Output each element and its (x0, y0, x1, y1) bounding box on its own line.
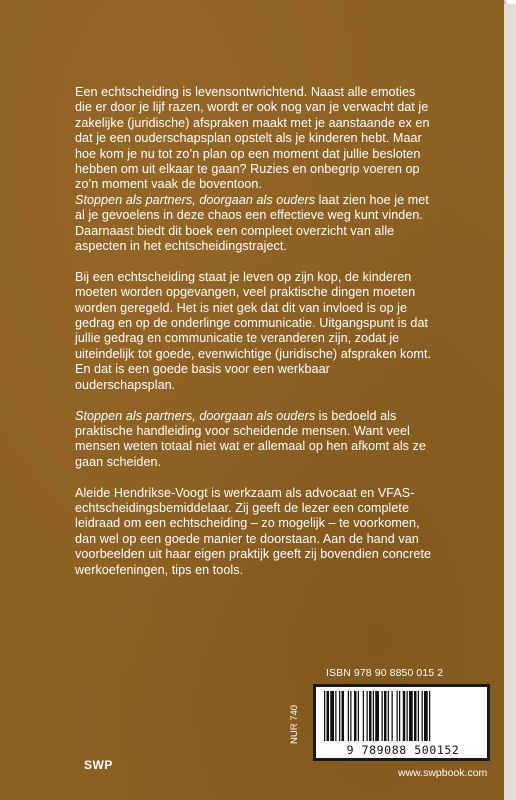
barcode-bar (369, 691, 372, 741)
blurb-paragraph-book-rest: laat zien hoe je met al je gevoelens in deze chaos een effectieve weg kunt vinden. Daarnaast biedt dit boek een compleet overzicht van alle aspecten in het echtscheidingstraject. (75, 192, 429, 254)
barcode-bar (422, 691, 423, 741)
barcode-bar (392, 691, 393, 741)
barcode-bar (327, 691, 330, 741)
barcode-bar (350, 691, 351, 741)
publisher-logo: SWP (84, 758, 113, 772)
blurb-paragraph-book (75, 193, 433, 255)
barcode-bar (384, 691, 387, 741)
blurb-paragraph-purpose-rest: is bedoeld als praktische handleiding voor scheidende mensen. Want veel mensen weten totaal niet wat er allemaal op hen afkomt als ze gaan scheiden. (75, 408, 426, 469)
barcode-bar (403, 691, 406, 741)
barcode-bar (414, 691, 417, 741)
book-title-italic: Stoppen als partners, doorgaan als ouders (75, 408, 316, 423)
barcode-bar (407, 691, 408, 741)
barcode-bar (330, 691, 334, 741)
barcode-bar (342, 691, 345, 741)
barcode-bar (424, 691, 428, 741)
barcode-bar (348, 691, 349, 741)
page-edges (504, 4, 516, 800)
author-bio: Aleide Hendrikse-Voogt is werkzaam als advocaat en VFAS-echtscheidingsbemiddelaar. Zij geeft de lezer een complete leidraad om een echtscheiding – zo mogelijk – te voorkomen, dan wel op een goede manier te doorstaan. Aan de hand van voorbeelden uit haar eigen praktijk geeft zij bovendien concrete werkoefeningen, tips en tools. (75, 485, 432, 577)
barcode-bar (418, 691, 419, 741)
barcode-bars (322, 691, 482, 741)
barcode-bar (358, 691, 359, 741)
barcode-bar (363, 691, 364, 741)
blurb-paragraph-intro: Een echtscheiding is levensontwrichtend. Naast alle emoties die er door je lijf razen, wordt er ook nog van je verwacht dat je zakelijke (juridische) afspraken maakt met je aanstaande ex en dat je een ouderschapsplan opstelt als je kinderen hebt. Maar hoe kom je nu tot zo’n plan op een moment dat jullie besloten hebben om uit elkaar te gaan? Ruzies en onbegrip voeren op zo’n moment vaak de boventoon. (75, 85, 430, 192)
barcode-bar (354, 691, 357, 741)
blurb-text (75, 85, 433, 593)
barcode-bar (339, 691, 340, 741)
book-title-italic: Stoppen als partners, doorgaan als ouders (75, 192, 316, 207)
nur-code: NUR 740 (289, 704, 300, 744)
barcode-bar (429, 691, 430, 741)
blurb-paragraph-behaviour: Bij een echtscheiding staat je leven op zijn kop, de kinderen moeten worden opgevangen, veel praktische dingen moeten worden geregeld. Het is niet gek dat dit van invloed is op je gedrag en op de onderlinge communicatie. Uitgangspunt is dat jullie gedrag en communicatie te veranderen zijn, zodat je uiteindelijk tot goede, evenwichtige (juridische) afspraken komt. En dat is een goede basis voor een werkbaar ouderschapsplan. (75, 269, 432, 392)
isbn-label: ISBN 978 90 8850 015 2 (326, 667, 444, 679)
barcode-bar (382, 691, 383, 741)
barcode-bar (388, 691, 389, 741)
publisher-url: www.swpbook.com (398, 767, 488, 779)
barcode-bar (397, 691, 398, 741)
barcode-bar (375, 691, 379, 741)
blurb-paragraph-purpose (75, 409, 433, 471)
barcode-bar (409, 691, 413, 741)
barcode-digits: 9 789088 500152 (346, 743, 460, 757)
barcode-bar (367, 691, 368, 741)
barcode-bar (373, 691, 374, 741)
barcode-bar (324, 691, 325, 741)
barcode-bar (335, 691, 336, 741)
isbn-barcode (313, 684, 490, 761)
barcode-bar (399, 691, 400, 741)
